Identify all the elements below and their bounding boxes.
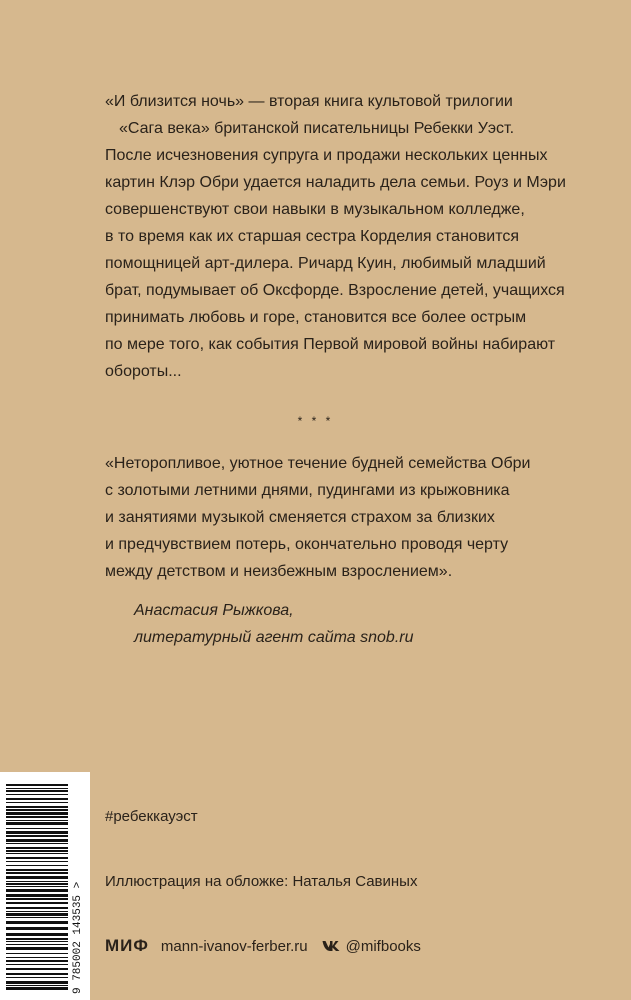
barcode-bar <box>6 831 68 834</box>
description-line: принимать любовь и горе, становится все более острым <box>105 309 527 326</box>
publisher-logo: МИФ <box>105 936 149 955</box>
barcode-graphic <box>0 772 90 1000</box>
description-line: помощницей арт-дилера. Ричард Куин, любимый младший <box>105 255 546 272</box>
barcode-bar <box>6 857 68 859</box>
publisher-website-link[interactable]: mann-ivanov-ferber.ru <box>160 937 308 955</box>
author-role: литературный агент сайта snob.ru <box>134 629 414 646</box>
barcode-bar <box>6 865 68 866</box>
description-line: обороты... <box>105 363 182 380</box>
barcode-bar <box>6 960 68 962</box>
barcode-bar <box>6 917 68 918</box>
barcode-bar <box>6 784 68 786</box>
description-line: «Сага века» британской писательницы Ребекки Уэст. <box>119 120 515 137</box>
review-quote <box>105 450 575 585</box>
barcode-bar <box>6 790 68 792</box>
barcode-bar <box>6 944 68 945</box>
barcode-bar <box>6 798 68 800</box>
barcode-bar <box>6 802 68 803</box>
barcode-bar <box>6 921 68 924</box>
barcode-number: 9 785002 143535 > <box>72 881 84 994</box>
barcode-bar <box>6 822 68 825</box>
barcode-bar <box>6 968 68 970</box>
barcode-bar <box>6 809 68 811</box>
section-separator: * * * <box>297 414 334 428</box>
barcode-bar <box>6 853 68 854</box>
barcode-bar <box>6 839 68 842</box>
barcode-bar <box>6 987 68 990</box>
quote-line: и предчувствием потерь, окончательно проводя черту <box>105 536 509 553</box>
barcode-bar <box>6 947 68 950</box>
hashtag[interactable]: #ребеккауэст <box>105 808 198 825</box>
barcode-bar <box>6 973 68 975</box>
barcode-bar <box>6 828 68 829</box>
description-line: совершенствуют свои навыки в музыкальном колледже, <box>105 201 525 218</box>
illustration-credit: Иллюстрация на обложке: Наталья Савиных <box>105 873 418 890</box>
barcode-bar <box>6 788 68 789</box>
description-line: После исчезновения супруга и продажи нескольких ценных <box>105 147 548 164</box>
description-line: «И близится ночь» — вторая книга культовой трилогии <box>105 93 513 110</box>
barcode-bar <box>6 907 68 909</box>
barcode-bar <box>6 981 68 984</box>
social-handle-link[interactable]: @mifbooks <box>345 937 421 955</box>
description-line: картин Клэр Обри удается наладить дела семьи. Роуз и Мэри <box>105 174 566 191</box>
barcode-bar <box>6 889 68 892</box>
barcode-bar <box>6 872 68 874</box>
quote-line: «Неторопливое, уютное течение будней семейства Обри <box>105 455 531 472</box>
barcode-bar <box>6 835 68 837</box>
barcode-bar <box>6 881 68 882</box>
barcode-bar <box>6 977 68 978</box>
barcode-bar <box>6 957 68 958</box>
barcode-bar <box>6 964 68 965</box>
barcode-bar <box>6 902 68 904</box>
vk-icon <box>322 940 340 952</box>
barcode-bar <box>6 861 68 862</box>
barcode-bar <box>6 794 68 795</box>
author-name: Анастасия Рыжкова, <box>134 602 294 619</box>
barcode-bar <box>6 806 68 808</box>
barcode-bar <box>6 816 68 818</box>
quote-author <box>134 597 413 651</box>
barcode-bar <box>6 843 68 844</box>
barcode-bar <box>6 886 68 887</box>
barcode-bar <box>6 933 68 936</box>
quote-line: между детством и неизбежным взрослением». <box>105 563 453 580</box>
quote-line: и занятиями музыкой сменяется страхом за близких <box>105 509 495 526</box>
barcode-bar <box>6 850 68 852</box>
barcode-bar <box>6 927 68 930</box>
barcode-bar <box>6 898 68 900</box>
barcode-bar <box>6 911 68 912</box>
description-paragraph <box>105 88 575 385</box>
barcode-bar <box>6 847 68 849</box>
barcode-bar <box>6 812 68 815</box>
barcode-bar <box>6 953 68 954</box>
barcode-bar <box>6 938 68 940</box>
barcode-bar <box>6 876 68 879</box>
barcode-bar <box>6 820 68 821</box>
barcode-bar <box>6 894 68 897</box>
quote-line: с золотыми летними днями, пудингами из крыжовника <box>105 482 510 499</box>
description-line: в то время как их старшая сестра Корделия становится <box>105 228 520 245</box>
barcode-bar <box>6 913 68 916</box>
description-line: брат, подумывает об Оксфорде. Взросление детей, учащихся <box>105 282 565 299</box>
barcode-bar <box>6 883 68 885</box>
description-line: по мере того, как события Первой мировой войны набирают <box>105 336 556 353</box>
isbn-barcode <box>0 772 90 1000</box>
publisher-footer <box>105 934 421 958</box>
barcode-bar <box>6 985 68 986</box>
barcode-bar <box>6 941 68 942</box>
barcode-bar <box>6 869 68 871</box>
